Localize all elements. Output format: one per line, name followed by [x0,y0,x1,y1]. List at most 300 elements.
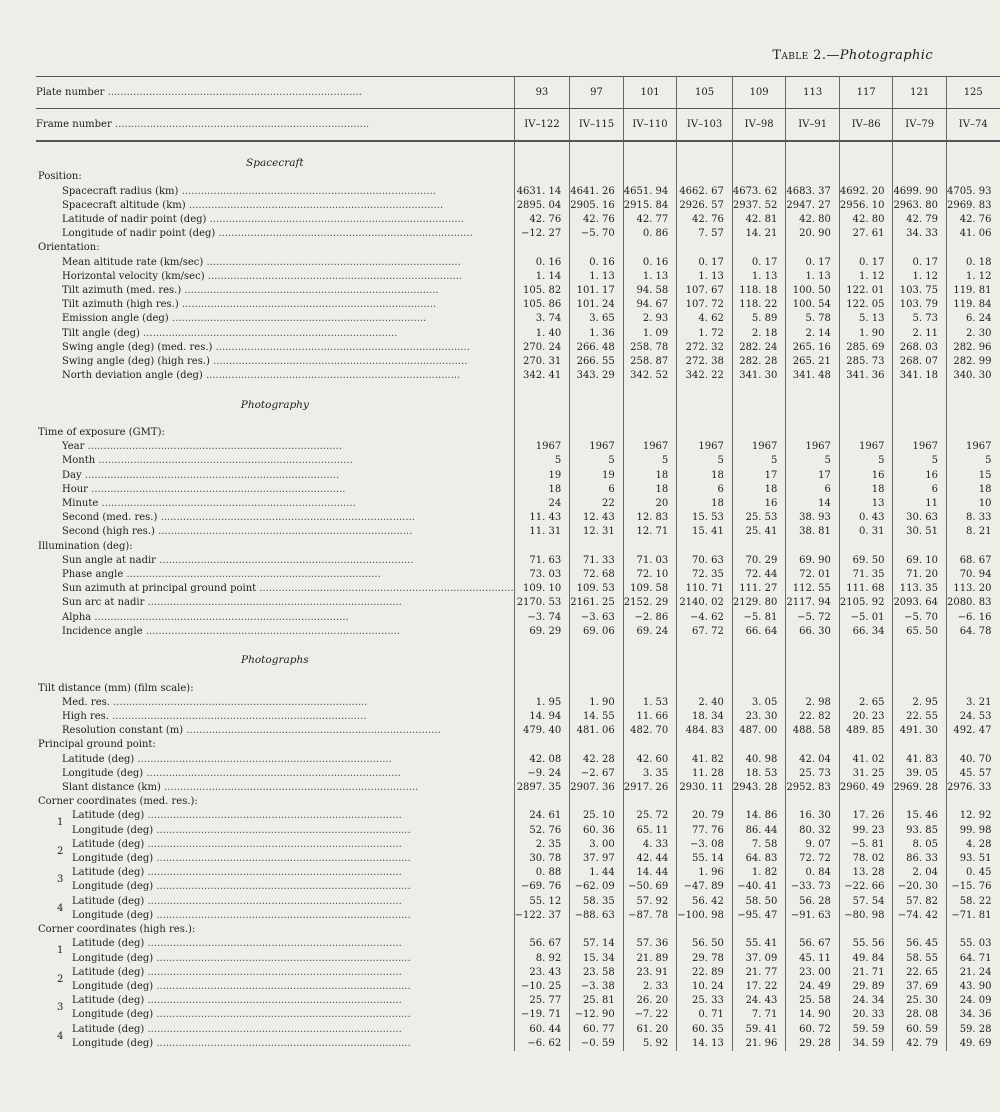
section-heading-row [36,653,1000,667]
spacer-cell [36,383,514,397]
row-label [36,1008,514,1022]
value-cell: 5. 73 [893,312,947,326]
value-cell: 25. 33 [677,994,733,1008]
value-cell: 4631. 14 [514,185,570,199]
value-cell: 1. 95 [514,696,570,710]
value-cell [786,141,840,156]
value-cell [514,682,570,696]
row-label [36,1023,514,1042]
value-cell: 109. 10 [514,582,570,596]
corner-number: 1 [57,945,64,957]
row-label [36,341,514,355]
value-cell: 282. 24 [732,341,786,355]
value-cell: −87. 78 [623,909,677,923]
value-cell: −10. 25 [514,980,570,994]
value-cell: 272. 32 [677,341,733,355]
value-cell: 25. 30 [893,994,947,1008]
row-label [36,923,514,937]
value-cell: 2080. 83 [946,596,999,610]
value-cell [786,383,840,397]
header-cell: IV–115 [570,109,624,142]
row-label [36,880,514,894]
value-cell: 18 [732,483,786,497]
value-cell: 41. 06 [946,227,999,241]
value-cell [893,170,947,184]
corner-number: 4 [57,902,64,914]
value-cell: 26. 20 [623,994,677,1008]
row-label [36,753,514,767]
corner-number: 1 [57,817,64,829]
value-cell: 2969. 28 [893,781,947,795]
value-cell: 2963. 80 [893,199,947,213]
corner-row [36,824,1000,838]
value-cell: 42. 76 [946,213,999,227]
data-row [36,270,1000,284]
leader-dots: ................................................................................ [98,498,356,510]
value-cell [732,667,786,681]
corner-row [36,809,1000,823]
value-cell: 42. 77 [623,213,677,227]
value-cell: 272. 38 [677,355,733,369]
value-cell: 0. 43 [839,511,893,525]
leader-dots: ................................................................................ [144,838,402,850]
data-row [36,454,1000,468]
row-label-text: Second (med. res.) [62,512,158,524]
corner-row [36,895,1000,909]
value-cell: 1967 [786,440,840,454]
value-cell [786,923,840,937]
value-cell: −7. 22 [623,1008,677,1022]
value-cell [732,738,786,752]
value-cell: 2897. 35 [514,781,570,795]
value-cell: 2976. 33 [946,781,999,795]
row-label [36,824,514,838]
leader-dots: ................................................................................ [181,285,439,297]
value-cell [893,639,947,653]
value-cell [839,540,893,554]
spacer-cell [36,141,514,156]
value-cell: 0. 17 [677,256,733,270]
value-cell: 2915. 84 [623,199,677,213]
value-cell: 42. 80 [786,213,840,227]
data-row [36,554,1000,568]
value-cell: 18 [623,469,677,483]
value-cell: 0. 86 [623,227,677,241]
value-cell [839,653,893,667]
header-cell: IV–79 [893,109,947,142]
value-cell: 4683. 37 [786,185,840,199]
leader-dots: ................................................................................ [209,356,468,368]
value-cell: 17. 22 [732,980,786,994]
value-cell: 2105. 92 [839,596,893,610]
value-cell: 19 [514,469,570,483]
value-cell [623,426,677,440]
value-cell: 42. 60 [623,753,677,767]
corner-number: 4 [57,1030,64,1042]
value-cell: 21. 96 [732,1037,786,1051]
value-cell: 58. 50 [732,895,786,909]
value-cell: 2952. 83 [786,781,840,795]
value-cell: 8. 05 [893,838,947,852]
value-cell: 56. 67 [786,937,840,951]
row-label-text: Mean altitude rate (km/sec) [62,256,204,268]
value-cell: 59. 59 [839,1023,893,1037]
value-cell [946,398,999,412]
value-cell: 13 [839,497,893,511]
value-cell [623,156,677,170]
value-cell: 15. 34 [570,952,624,966]
row-label [36,682,514,696]
value-cell [839,667,893,681]
value-cell: 489. 85 [839,724,893,738]
value-cell: −62. 09 [570,880,624,894]
row-label-text: Swing angle (deg) (med. res.) [62,341,213,353]
value-cell [893,398,947,412]
value-cell [732,412,786,426]
value-cell: 119. 84 [946,298,999,312]
value-cell: 70. 63 [677,554,733,568]
value-cell: 60. 44 [514,1023,570,1037]
leader-dots: ................................................................................ [144,810,402,822]
value-cell: 2960. 49 [839,781,893,795]
value-cell: −15. 76 [946,880,999,894]
value-cell: 20. 79 [677,809,733,823]
value-cell: 60. 36 [570,824,624,838]
value-cell: 21. 89 [623,952,677,966]
value-cell [839,170,893,184]
value-cell: 110. 71 [677,582,733,596]
value-cell: 2943. 28 [732,781,786,795]
leader-dots: ................................................................................ [215,228,473,240]
leader-dots: ................................................................................ [185,199,444,211]
value-cell: 72. 10 [623,568,677,582]
row-label [36,582,514,596]
leader-dots: ................................................................................ [212,341,470,353]
value-cell [839,795,893,809]
value-cell: 285. 69 [839,341,893,355]
value-cell: 69. 90 [786,554,840,568]
value-cell: 107. 72 [677,298,733,312]
value-cell [514,241,570,255]
corner-row [36,937,1000,951]
leader-dots: ................................................................................ [153,1009,411,1021]
value-cell: 18. 53 [732,767,786,781]
value-cell [893,795,947,809]
value-cell: 67. 72 [677,625,733,639]
value-cell: 111. 68 [839,582,893,596]
row-label-text: Emission angle (deg) [62,313,169,325]
value-cell: 2152. 29 [623,596,677,610]
value-cell: 1. 12 [893,270,947,284]
value-cell: 22. 89 [677,966,733,980]
row-label-text: Principal ground point: [38,739,156,751]
value-cell: 266. 55 [570,355,624,369]
leader-dots: ................................................................................ [123,569,381,581]
value-cell: 45. 57 [946,767,999,781]
corner-row [36,994,1000,1008]
value-cell: 70. 94 [946,568,999,582]
value-cell [786,170,840,184]
value-cell: 5. 13 [839,312,893,326]
value-cell [946,653,999,667]
value-cell: −71. 81 [946,909,999,923]
corner-number: 2 [57,845,64,857]
leader-dots: ................................................................................ [134,753,392,765]
row-label-text: Spacecraft [246,157,304,170]
value-cell: 342. 22 [677,369,733,383]
value-cell [946,923,999,937]
value-cell: 24. 53 [946,710,999,724]
value-cell: 0. 17 [893,256,947,270]
value-cell [786,156,840,170]
row-label-text: Latitude (deg) [62,753,135,765]
value-cell: 2117. 94 [786,596,840,610]
value-cell: −0. 59 [570,1037,624,1051]
row-label-text: Latitude (deg) [72,995,145,1007]
value-cell: 265. 16 [786,341,840,355]
value-cell: 16 [839,469,893,483]
value-cell: 10. 24 [677,980,733,994]
value-cell: −12. 27 [514,227,570,241]
row-label [36,454,514,468]
value-cell: 72. 35 [677,568,733,582]
data-row [36,625,1000,639]
leader-dots: ................................................................................ [204,270,463,282]
value-cell: 34. 36 [946,1008,999,1022]
row-label-text: Corner coordinates (med. res.): [38,796,198,808]
header-cell: IV–74 [946,109,999,142]
value-cell: 482. 70 [623,724,677,738]
data-row [36,710,1000,724]
row-label-text: Orientation: [38,242,100,254]
value-cell: 1. 44 [570,866,624,880]
value-cell: 71. 63 [514,554,570,568]
photographic-data-table [36,76,1000,1051]
value-cell: 41. 82 [677,753,733,767]
value-cell: −5. 01 [839,611,893,625]
value-cell: 93. 85 [893,824,947,838]
row-label [36,469,514,483]
row-label [36,625,514,639]
value-cell: 27. 61 [839,227,893,241]
leader-dots: ................................................................................ [178,185,436,197]
value-cell: 341. 36 [839,369,893,383]
value-cell: 20. 23 [839,710,893,724]
value-cell: 19 [570,469,624,483]
group-heading-row [36,795,1000,809]
data-row [36,327,1000,341]
row-label [36,980,514,994]
value-cell [623,398,677,412]
value-cell: 22. 65 [893,966,947,980]
section-heading-row [36,398,1000,412]
value-cell: 111. 27 [732,582,786,596]
value-cell: −2. 86 [623,611,677,625]
row-label [36,426,514,440]
value-cell [570,795,624,809]
value-cell [732,540,786,554]
corner-row [36,1037,1000,1051]
value-cell: 1967 [946,440,999,454]
value-cell: 6. 24 [946,312,999,326]
value-cell: 57. 54 [839,895,893,909]
value-cell [514,738,570,752]
value-cell: 7. 71 [732,1008,786,1022]
row-label-text: Tilt angle (deg) [62,327,140,339]
value-cell: 15. 46 [893,809,947,823]
value-cell [570,383,624,397]
data-row [36,341,1000,355]
value-cell [786,795,840,809]
corner-row [36,880,1000,894]
value-cell [623,241,677,255]
value-cell: 2. 95 [893,696,947,710]
value-cell: 37. 09 [732,952,786,966]
value-cell: 11. 43 [514,511,570,525]
value-cell [677,653,733,667]
row-label [36,256,514,270]
row-label-text: Latitude (deg) [72,810,145,822]
value-cell: 1. 09 [623,327,677,341]
value-cell: 17 [786,469,840,483]
value-cell: 2. 93 [623,312,677,326]
value-cell: 20. 33 [839,1008,893,1022]
table-title-name: Photographic [839,48,933,63]
row-label [36,440,514,454]
value-cell: 488. 58 [786,724,840,738]
value-cell: 491. 30 [893,724,947,738]
value-cell: 42. 08 [514,753,570,767]
data-row [36,483,1000,497]
value-cell: 122. 05 [839,298,893,312]
row-label [36,1037,514,1051]
value-cell: −5. 81 [839,838,893,852]
value-cell: 2. 18 [732,327,786,341]
spacer-row [36,412,1000,426]
value-cell: 60. 77 [570,1023,624,1037]
data-row [36,724,1000,738]
value-cell: 487. 00 [732,724,786,738]
value-cell: 56. 28 [786,895,840,909]
value-cell [570,170,624,184]
value-cell: 118. 18 [732,284,786,298]
row-label [36,284,514,298]
row-label-text: Spacecraft altitude (km) [62,199,186,211]
value-cell: 5 [570,454,624,468]
row-label-text: Tilt azimuth (med. res.) [62,285,182,297]
value-cell: 77. 76 [677,824,733,838]
value-cell: 29. 89 [839,980,893,994]
value-cell: 38. 81 [786,525,840,539]
value-cell: 18 [514,483,570,497]
value-cell [514,653,570,667]
value-cell: 66. 34 [839,625,893,639]
value-cell [839,383,893,397]
value-cell [946,738,999,752]
value-cell [570,156,624,170]
value-cell: 20. 90 [786,227,840,241]
group-heading-row [36,540,1000,554]
value-cell: 1. 90 [570,696,624,710]
row-label [36,77,514,109]
row-label-text: Spacecraft radius (km) [62,185,179,197]
spacer-cell [36,667,514,681]
value-cell [732,426,786,440]
value-cell: 24. 34 [839,994,893,1008]
row-label-text: Longitude (deg) [62,767,144,779]
value-cell: 72. 72 [786,852,840,866]
value-cell [514,540,570,554]
leader-dots: ................................................................................ [139,327,398,339]
value-cell: −33. 73 [786,880,840,894]
row-label [36,156,514,170]
value-cell: 34. 59 [839,1037,893,1051]
value-cell [514,795,570,809]
value-cell: 55. 12 [514,895,570,909]
value-cell: 0. 71 [677,1008,733,1022]
value-cell: 69. 10 [893,554,947,568]
data-row [36,284,1000,298]
value-cell: 42. 81 [732,213,786,227]
value-cell [893,383,947,397]
value-cell: 21. 24 [946,966,999,980]
value-cell [732,795,786,809]
value-cell: 14. 90 [786,1008,840,1022]
value-cell: 1967 [570,440,624,454]
row-label [36,298,514,312]
value-cell: 41. 02 [839,753,893,767]
value-cell [893,426,947,440]
group-heading-row [36,170,1000,184]
value-cell: 5 [732,454,786,468]
value-cell: 21. 77 [732,966,786,980]
value-cell [677,795,733,809]
value-cell: 64. 78 [946,625,999,639]
value-cell: 1. 13 [677,270,733,284]
group-heading-row [36,682,1000,696]
table-title-prefix: Table 2.— [772,48,840,63]
data-row [36,355,1000,369]
corner-number: 3 [57,874,64,886]
value-cell: 12. 83 [623,511,677,525]
row-label [36,568,514,582]
leader-dots: ................................................................................ [144,966,402,978]
value-cell [623,540,677,554]
value-cell: 86. 33 [893,852,947,866]
value-cell: −4. 62 [677,611,733,625]
row-label-text: Longitude (deg) [72,853,154,865]
value-cell: 69. 24 [623,625,677,639]
value-cell: 56. 45 [893,937,947,951]
leader-dots: ................................................................................ [153,980,411,992]
value-cell [677,426,733,440]
header-cell: 109 [732,77,786,109]
data-row [36,596,1000,610]
row-label-text: Alpha [62,611,92,623]
value-cell: 60. 35 [677,1023,733,1037]
value-cell [732,170,786,184]
value-cell: 65. 50 [893,625,947,639]
value-cell: 1. 12 [839,270,893,284]
value-cell: 59. 41 [732,1023,786,1037]
value-cell: 80. 32 [786,824,840,838]
value-cell [839,426,893,440]
leader-dots: ................................................................................ [206,214,464,225]
value-cell: 15. 53 [677,511,733,525]
value-cell [839,412,893,426]
value-cell: 8. 33 [946,511,999,525]
value-cell [732,156,786,170]
